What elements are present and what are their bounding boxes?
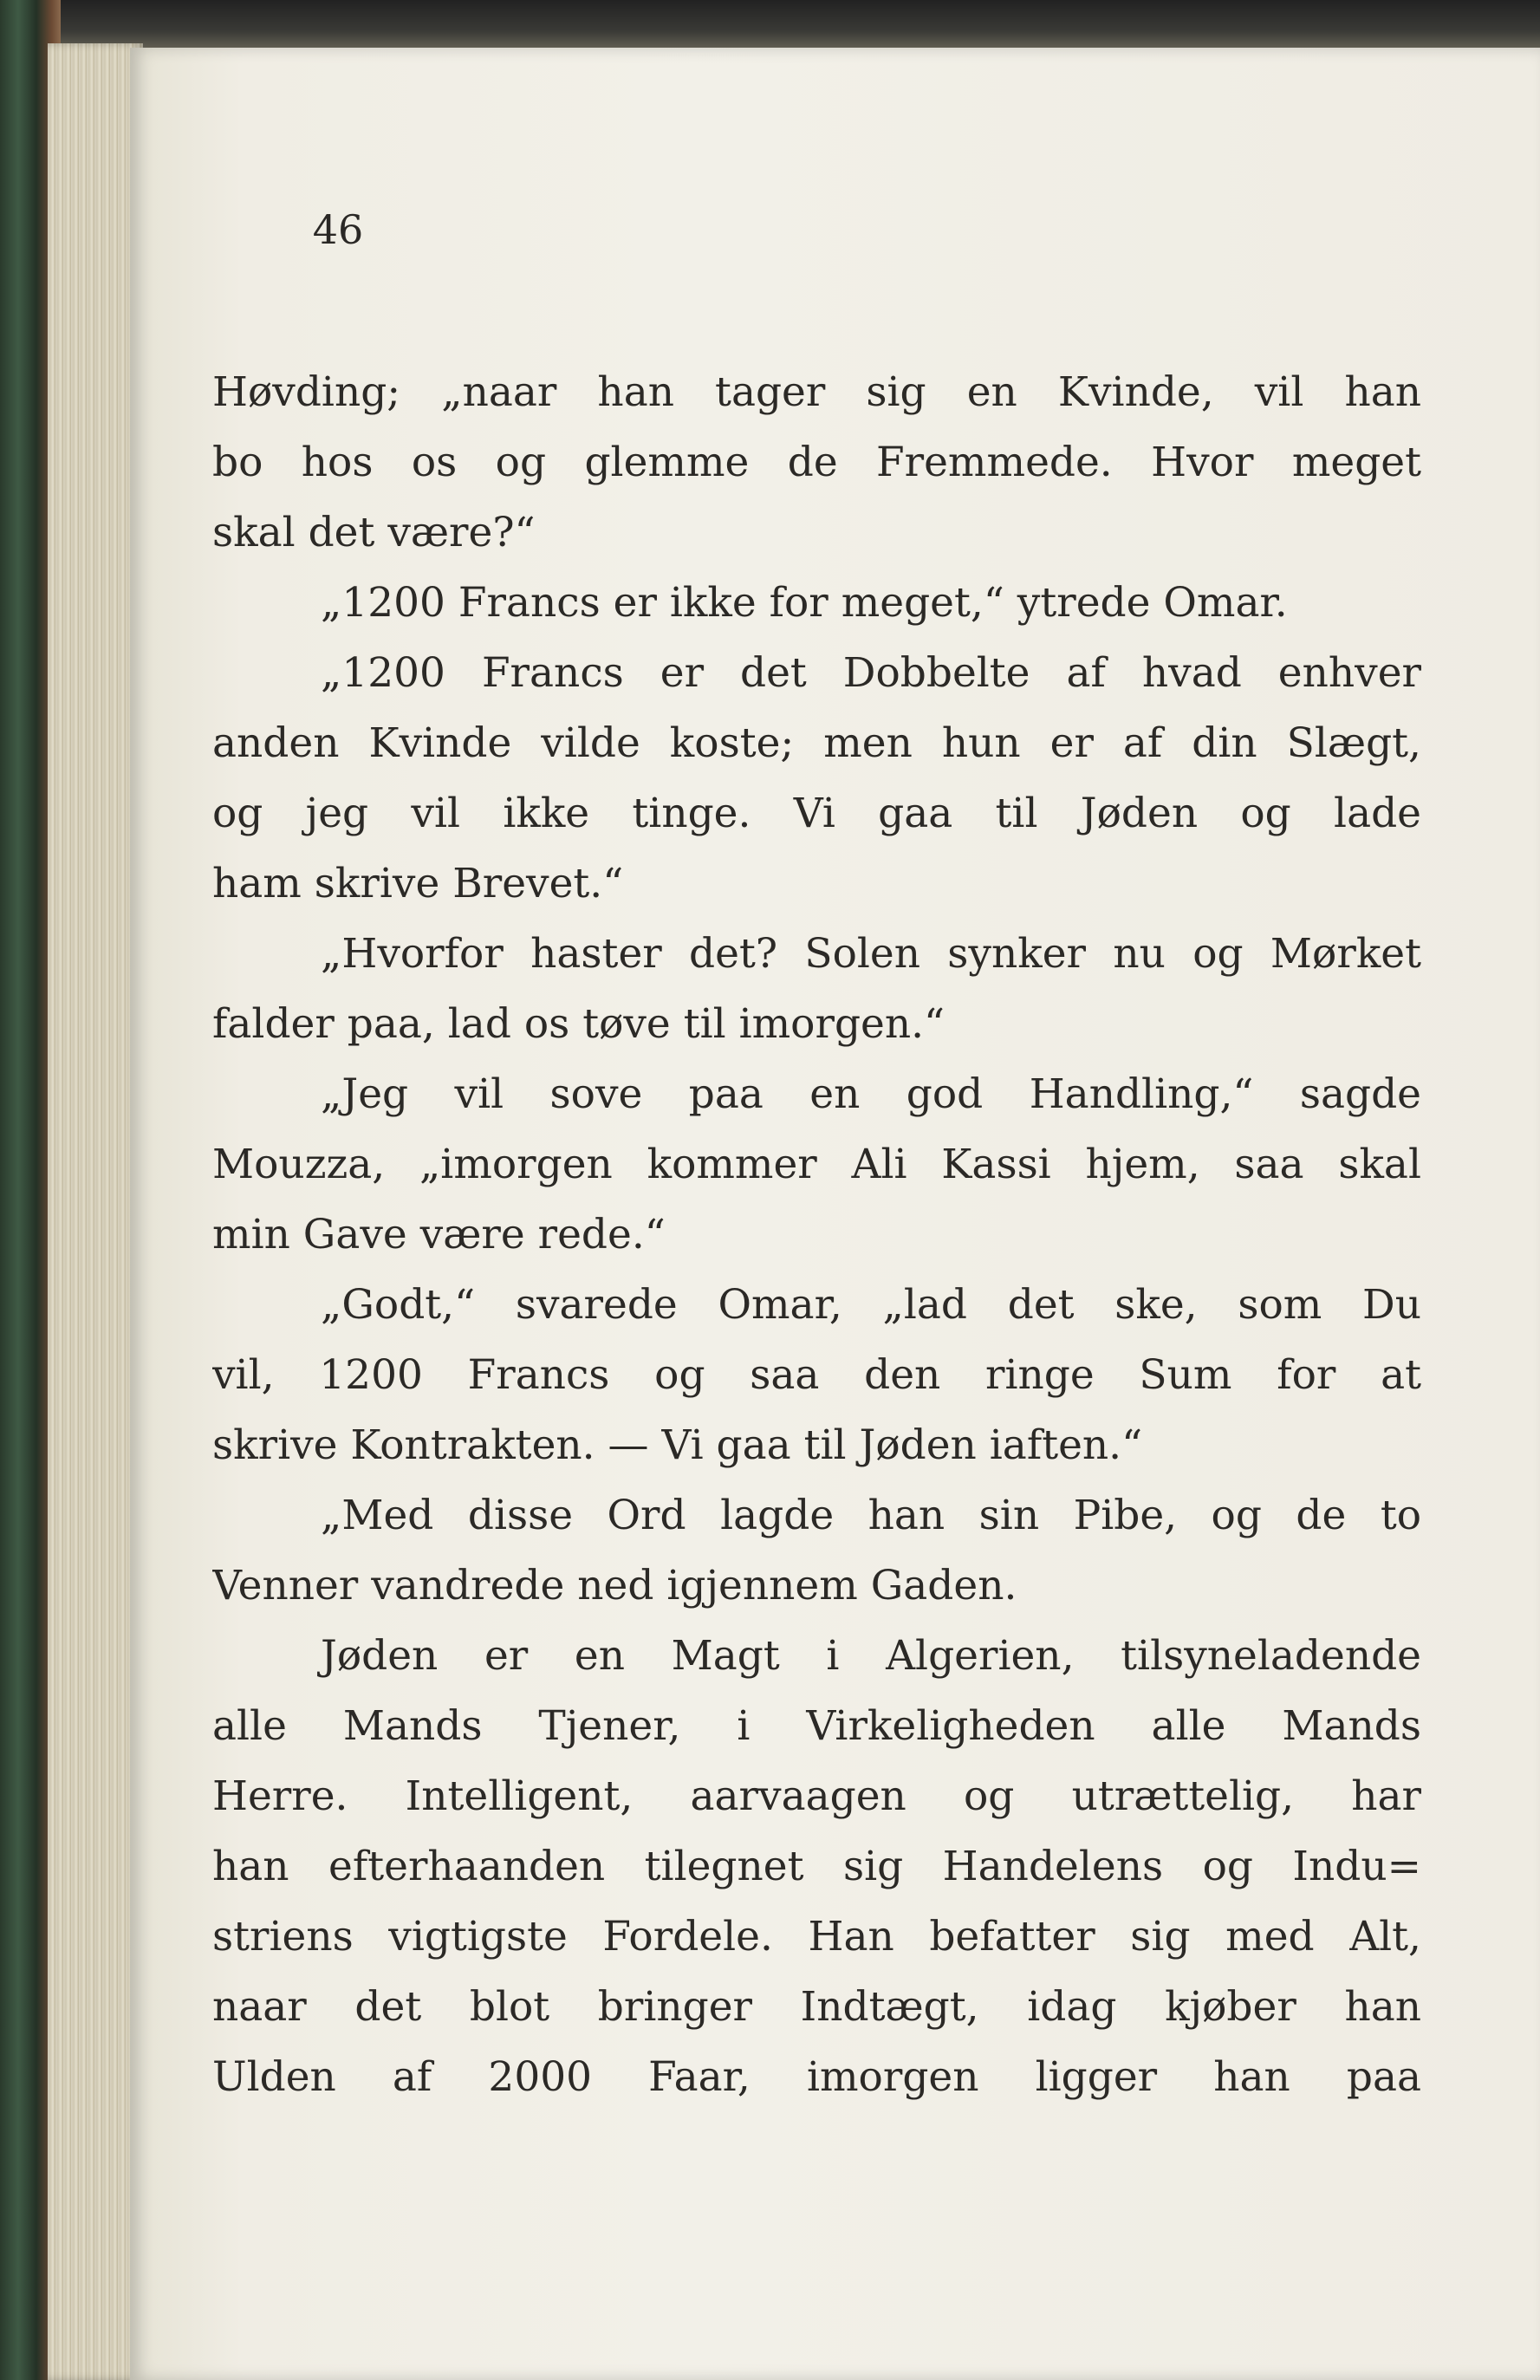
text-line: skal det være?“ (212, 509, 536, 556)
text-line: falder paa, lad os tøve til imorgen.“ (212, 1000, 945, 1048)
text-line: „Jeg vil sove paa en god Handling,“ sagde (321, 1070, 1421, 1118)
text-line: ham skrive Brevet.“ (212, 860, 624, 907)
text-line: „1200 Francs er det Dobbelte af hvad enhver (321, 649, 1421, 697)
page-number: 46 (312, 206, 364, 253)
text-line: Ulden af 2000 Faar, imorgen ligger han paa (212, 2053, 1421, 2101)
text-line: alle Mands Tjener, i Virkeligheden alle Mands (212, 1702, 1421, 1750)
page-stack-edge (48, 43, 143, 2380)
text-line: „1200 Francs er ikke for meget,“ ytrede Omar. (321, 579, 1288, 627)
text-line: „Hvorfor haster det? Solen synker nu og Mørket (321, 930, 1421, 978)
text-line: min Gave være rede.“ (212, 1211, 666, 1258)
text-line: vil, 1200 Francs og saa den ringe Sum for at (212, 1351, 1421, 1399)
text-line: anden Kvinde vilde koste; men hun er af din Slægt, (212, 719, 1421, 767)
text-line: Jøden er en Magt i Algerien, tilsyneladende (321, 1632, 1421, 1680)
text-line: Venner vandrede ned igjennem Gaden. (212, 1562, 1017, 1609)
text-line: Mouzza, „imorgen kommer Ali Kassi hjem, saa skal (212, 1141, 1421, 1188)
text-line: han efterhaanden tilegnet sig Handelens og Indu= (212, 1843, 1421, 1890)
text-line: Herre. Intelligent, aarvaagen og utrættelig, har (212, 1772, 1421, 1820)
text-line: „Godt,“ svarede Omar, „lad det ske, som Du (321, 1281, 1421, 1329)
page-text (212, 357, 1421, 2112)
book-top-edge (0, 0, 1540, 52)
text-line: „Med disse Ord lagde han sin Pibe, og de to (321, 1492, 1421, 1539)
text-line: skrive Kontrakten. — Vi gaa til Jøden iaften.“ (212, 1421, 1143, 1469)
text-line: og jeg vil ikke tinge. Vi gaa til Jøden og lade (212, 790, 1421, 837)
text-line: naar det blot bringer Indtægt, idag kjøber han (212, 1983, 1421, 2031)
text-line: striens vigtigste Fordele. Han befatter sig med Alt, (212, 1913, 1421, 1961)
text-line: bo hos os og glemme de Fremmede. Hvor meget (212, 439, 1421, 486)
text-line: Høvding; „naar han tager sig en Kvinde, vil han (212, 368, 1421, 416)
